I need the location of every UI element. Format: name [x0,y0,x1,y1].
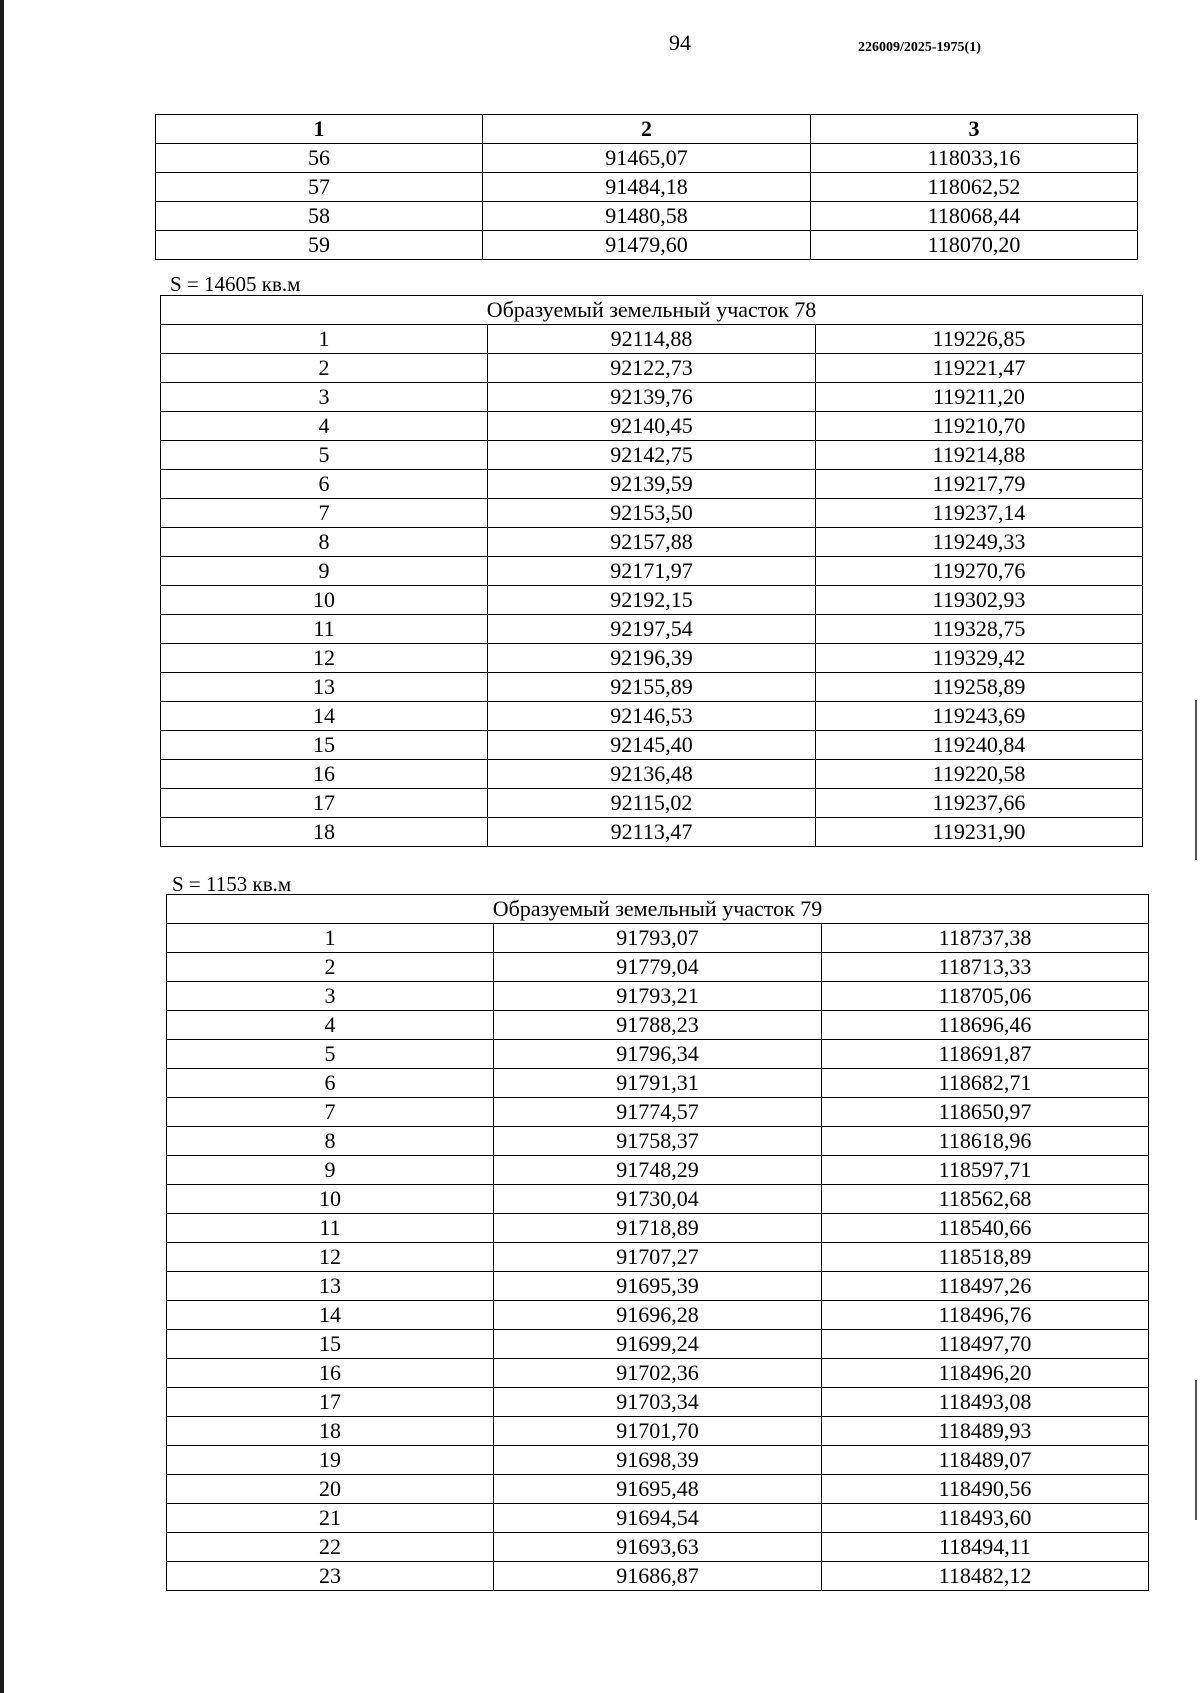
table-row [156,144,1138,173]
table-row [156,173,1138,202]
cell-x: 92192,15 [488,586,816,615]
cell-y: 119231,90 [816,818,1143,847]
cell-point: 15 [167,1330,494,1359]
parcel-78-table [160,295,1143,847]
cell-y: 118597,71 [822,1156,1149,1185]
cell-x: 91796,34 [494,1040,822,1069]
cell-point: 3 [161,383,488,412]
table-row [167,1156,1149,1185]
table-row [161,615,1143,644]
cell-x: 92155,89 [488,673,816,702]
table-row [167,1359,1149,1388]
cell-point: 2 [167,953,494,982]
cell-y: 119243,69 [816,702,1143,731]
cell-point: 16 [161,760,488,789]
table-row [161,499,1143,528]
cell-y: 118493,08 [822,1388,1149,1417]
cell-point: 16 [167,1359,494,1388]
cell-point: 15 [161,731,488,760]
cell-point: 12 [167,1243,494,1272]
parcel-title-row [167,895,1149,924]
table-row [167,1417,1149,1446]
cell-x: 91793,07 [494,924,822,953]
cell-y: 118497,70 [822,1330,1149,1359]
cell-y: 118062,52 [811,173,1138,202]
table-row [167,1446,1149,1475]
cell-x: 91695,48 [494,1475,822,1504]
cell-y: 118540,66 [822,1214,1149,1243]
table-row [161,702,1143,731]
cell-x: 91774,57 [494,1098,822,1127]
cell-y: 118489,07 [822,1446,1149,1475]
cell-y: 119217,79 [816,470,1143,499]
cell-point: 7 [167,1098,494,1127]
cell-y: 118691,87 [822,1040,1149,1069]
cell-y: 118518,89 [822,1243,1149,1272]
cell-y: 118033,16 [811,144,1138,173]
cell-y: 119270,76 [816,557,1143,586]
parcel-78-title: Образуемый земельный участок 78 [161,296,1143,325]
table-row [167,1533,1149,1562]
coordinates-table-continuation [155,114,1138,260]
cell-point: 18 [161,818,488,847]
table-row [156,202,1138,231]
table-row [167,1504,1149,1533]
cell-point: 11 [167,1214,494,1243]
cell-y: 118489,93 [822,1417,1149,1446]
table-row [161,673,1143,702]
cell-x: 91695,39 [494,1272,822,1301]
cell-x: 91479,60 [483,231,811,260]
cell-x: 92171,97 [488,557,816,586]
table-row [161,731,1143,760]
cell-point: 1 [167,924,494,953]
cell-x: 91788,23 [494,1011,822,1040]
cell-y: 119249,33 [816,528,1143,557]
table-row [161,528,1143,557]
cell-y: 119237,14 [816,499,1143,528]
cell-x: 91696,28 [494,1301,822,1330]
cell-point: 5 [161,441,488,470]
cell-x: 92113,47 [488,818,816,847]
column-header-point: 1 [156,115,483,144]
cell-y: 119328,75 [816,615,1143,644]
cell-x: 91758,37 [494,1127,822,1156]
table-row [167,1185,1149,1214]
cell-x: 91480,58 [483,202,811,231]
table-row [167,1272,1149,1301]
cell-point: 7 [161,499,488,528]
cell-point: 57 [156,173,483,202]
scan-right-mark [1195,700,1197,860]
cell-y: 118705,06 [822,982,1149,1011]
column-header-y: 3 [811,115,1138,144]
cell-x: 91699,24 [494,1330,822,1359]
cell-point: 4 [161,412,488,441]
cell-x: 92157,88 [488,528,816,557]
table-row [161,557,1143,586]
cell-point: 11 [161,615,488,644]
cell-x: 91686,87 [494,1562,822,1591]
table-row [167,1562,1149,1591]
cell-point: 14 [161,702,488,731]
cell-y: 118482,12 [822,1562,1149,1591]
cell-point: 21 [167,1504,494,1533]
table-row [167,1098,1149,1127]
table-row [161,760,1143,789]
table-header-row [156,115,1138,144]
cell-x: 91698,39 [494,1446,822,1475]
cell-x: 92140,45 [488,412,816,441]
table-row [167,1330,1149,1359]
cell-y: 119210,70 [816,412,1143,441]
cell-y: 118070,20 [811,231,1138,260]
cell-x: 91693,63 [494,1533,822,1562]
cell-y: 118713,33 [822,953,1149,982]
cell-point: 5 [167,1040,494,1069]
cell-x: 92196,39 [488,644,816,673]
cell-point: 1 [161,325,488,354]
cell-point: 18 [167,1417,494,1446]
cell-x: 92145,40 [488,731,816,760]
cell-x: 91465,07 [483,144,811,173]
cell-x: 91484,18 [483,173,811,202]
cell-y: 119302,93 [816,586,1143,615]
table-row [161,441,1143,470]
cell-x: 91793,21 [494,982,822,1011]
cell-y: 118737,38 [822,924,1149,953]
cell-y: 118497,26 [822,1272,1149,1301]
table-row [167,1214,1149,1243]
table-row [161,412,1143,441]
cell-y: 118496,76 [822,1301,1149,1330]
cell-point: 17 [161,789,488,818]
cell-y: 118650,97 [822,1098,1149,1127]
table-row [167,1475,1149,1504]
table-row [161,586,1143,615]
cell-x: 91718,89 [494,1214,822,1243]
cell-y: 118618,96 [822,1127,1149,1156]
cell-point: 2 [161,354,488,383]
cell-x: 91748,29 [494,1156,822,1185]
parcel-title-row [161,296,1143,325]
cell-x: 92197,54 [488,615,816,644]
cell-point: 13 [167,1272,494,1301]
cell-y: 118562,68 [822,1185,1149,1214]
page-number: 94 [669,30,691,55]
table-row [167,1069,1149,1098]
cell-y: 118682,71 [822,1069,1149,1098]
cell-point: 6 [167,1069,494,1098]
cell-y: 118496,20 [822,1359,1149,1388]
cell-point: 13 [161,673,488,702]
cell-x: 91779,04 [494,953,822,982]
cell-y: 119258,89 [816,673,1143,702]
table-row [167,982,1149,1011]
cell-point: 19 [167,1446,494,1475]
cell-point: 3 [167,982,494,1011]
cell-point: 8 [167,1127,494,1156]
cell-point: 58 [156,202,483,231]
cell-point: 56 [156,144,483,173]
table-row [167,1127,1149,1156]
cell-x: 92139,76 [488,383,816,412]
cell-x: 91791,31 [494,1069,822,1098]
table-row [167,953,1149,982]
cell-point: 6 [161,470,488,499]
cell-point: 23 [167,1562,494,1591]
cell-x: 91707,27 [494,1243,822,1272]
cell-x: 92114,88 [488,325,816,354]
cell-point: 14 [167,1301,494,1330]
table-row [161,818,1143,847]
cell-y: 119220,58 [816,760,1143,789]
cell-x: 92115,02 [488,789,816,818]
cell-point: 22 [167,1533,494,1562]
cell-y: 118696,46 [822,1011,1149,1040]
column-header-x: 2 [483,115,811,144]
cell-y: 119214,88 [816,441,1143,470]
table-row [167,1388,1149,1417]
table-row [161,644,1143,673]
area-label-79: S = 1153 кв.м [172,872,292,896]
cell-point: 17 [167,1388,494,1417]
cell-x: 92142,75 [488,441,816,470]
cell-point: 10 [167,1185,494,1214]
table-row [161,354,1143,383]
table-row [167,1301,1149,1330]
document-id: 226009/2025-1975(1) [858,40,981,55]
cell-point: 10 [161,586,488,615]
cell-y: 119211,20 [816,383,1143,412]
cell-y: 119237,66 [816,789,1143,818]
parcel-79-title: Образуемый земельный участок 79 [167,895,1149,924]
cell-point: 9 [167,1156,494,1185]
table-row [167,924,1149,953]
cell-y: 118493,60 [822,1504,1149,1533]
cell-y: 118490,56 [822,1475,1149,1504]
table-row [156,231,1138,260]
table-row [161,383,1143,412]
table-row [167,1243,1149,1272]
cell-x: 91702,36 [494,1359,822,1388]
cell-x: 92122,73 [488,354,816,383]
cell-x: 92139,59 [488,470,816,499]
table-row [161,470,1143,499]
table-row [167,1011,1149,1040]
table-row [161,325,1143,354]
area-label-78: S = 14605 кв.м [170,272,301,296]
cell-x: 92136,48 [488,760,816,789]
cell-y: 119226,85 [816,325,1143,354]
cell-x: 91730,04 [494,1185,822,1214]
cell-y: 119329,42 [816,644,1143,673]
cell-point: 9 [161,557,488,586]
table-row [167,1040,1149,1069]
cell-x: 91701,70 [494,1417,822,1446]
cell-point: 4 [167,1011,494,1040]
cell-x: 91694,54 [494,1504,822,1533]
table-row [161,789,1143,818]
cell-x: 91703,34 [494,1388,822,1417]
cell-point: 59 [156,231,483,260]
scan-left-edge [0,0,4,1693]
cell-y: 119240,84 [816,731,1143,760]
parcel-79-table [166,894,1149,1591]
cell-y: 118068,44 [811,202,1138,231]
cell-point: 20 [167,1475,494,1504]
cell-y: 119221,47 [816,354,1143,383]
cell-x: 92146,53 [488,702,816,731]
scan-right-mark [1195,1380,1197,1520]
cell-y: 118494,11 [822,1533,1149,1562]
cell-point: 12 [161,644,488,673]
cell-x: 92153,50 [488,499,816,528]
cell-point: 8 [161,528,488,557]
